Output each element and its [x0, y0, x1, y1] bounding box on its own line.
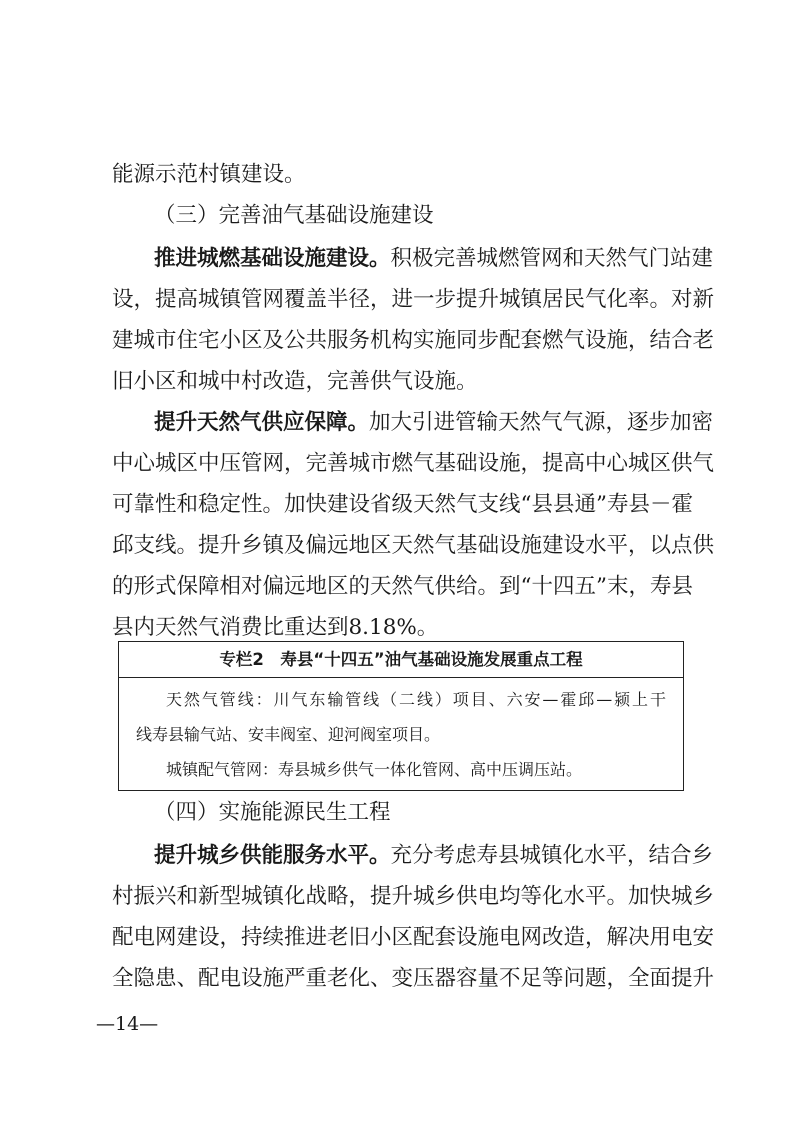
text-line — [112, 572, 693, 602]
line-text: 中心城区中压管网，完善城市燃气基础设施，提高中心城区供气 — [112, 451, 715, 476]
line-text: 全隐患、配电设施严重老化、变压器容量不足等问题，全面提升 — [112, 966, 715, 991]
page-number: —14— — [96, 1013, 159, 1035]
text-line — [154, 408, 714, 438]
box-line: 线寿县输气站、安丰阀室、迎河阀室项目。 — [136, 725, 441, 744]
text-line — [112, 531, 715, 561]
line-text: 邱支线。提升乡镇及偏远地区天然气基础设施建设水平，以点供 — [112, 533, 715, 558]
box-line: 天然气管线：川气东输管线（二线）项目、六安—霍邱—颍上干 — [166, 690, 666, 709]
text-line — [154, 201, 684, 231]
line-text: 可靠性和稳定性。加快建设省级天然气支线“县县通”寿县－霍 — [112, 492, 693, 517]
text-line — [112, 613, 684, 643]
text-line — [112, 160, 684, 190]
text-line — [112, 367, 684, 397]
line-text: 村振兴和新型城镇化战略，提升城乡供电均等化水平。加快城乡 — [112, 884, 715, 909]
line-text: （四）实施能源民生工程 — [154, 800, 391, 825]
line-text: 配电网建设，持续推进老旧小区配套设施电网改造，解决用电安 — [112, 925, 715, 950]
text-line — [112, 490, 693, 520]
text-line — [154, 841, 714, 871]
text-line — [112, 326, 715, 356]
line-text: 充分考虑寿县城镇化水平，结合乡 — [390, 843, 714, 868]
text-line — [154, 798, 684, 828]
text-line — [112, 923, 715, 953]
line-text: 建城市住宅小区及公共服务机构实施同步配套燃气设施，结合老 — [112, 328, 715, 353]
line-text: 的形式保障相对偏远地区的天然气供给。到“十四五”末，寿县 — [112, 574, 693, 599]
text-line — [112, 964, 715, 994]
box-line: 城镇配气管网：寿县城乡供气一体化管网、高中压调压站。 — [166, 760, 583, 779]
sidebar-box — [118, 641, 684, 791]
line-text: 能源示范村镇建设。 — [112, 162, 306, 187]
bold-heading: 推进城燃基础设施建设。 — [154, 246, 391, 271]
text-line — [112, 882, 715, 912]
text-line — [112, 285, 715, 315]
line-text: 加大引进管输天然气气源，逐步加密 — [369, 410, 714, 435]
box-title: 专栏2 寿县“十四五”油气基础设施发展重点工程 — [119, 642, 683, 678]
line-text: （三）完善油气基础设施建设 — [154, 203, 434, 228]
text-line — [112, 449, 715, 479]
text-line — [154, 244, 714, 274]
bold-heading: 提升城乡供能服务水平。 — [154, 843, 391, 868]
line-text: 设，提高城镇管网覆盖半径，进一步提升城镇居民气化率。对新 — [112, 287, 715, 312]
line-text: 积极完善城燃管网和天然气门站建 — [390, 246, 714, 271]
bold-heading: 提升天然气供应保障。 — [154, 410, 370, 435]
line-text: 旧小区和城中村改造，完善供气设施。 — [112, 369, 478, 394]
line-text: 县内天然气消费比重达到8.18%。 — [112, 615, 439, 640]
